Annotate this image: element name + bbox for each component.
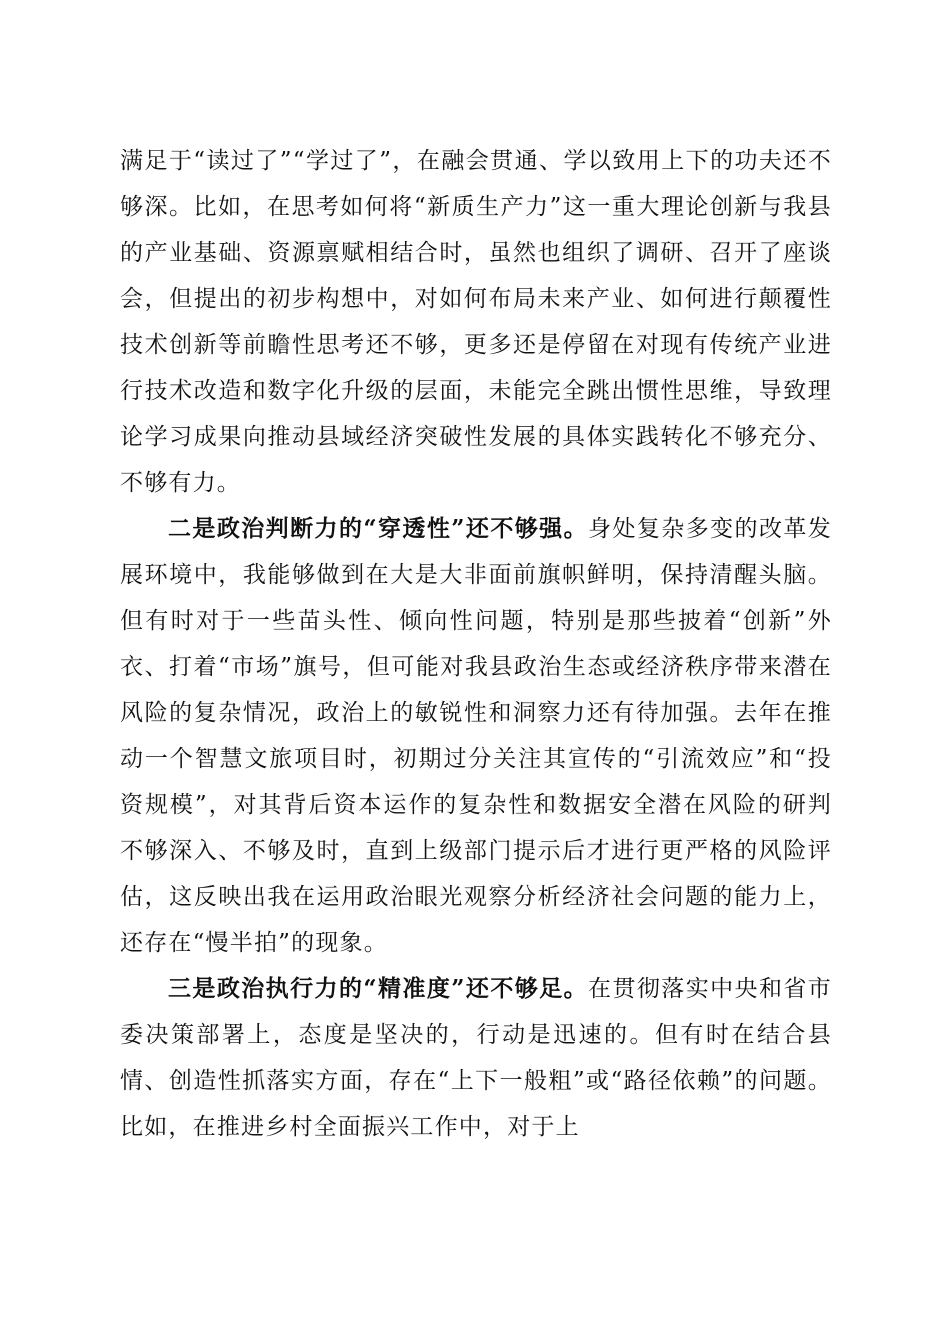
paragraph-1	[120, 138, 832, 506]
paragraph-3	[120, 966, 832, 1150]
paragraph-3-lead: 三是政治执行力的“精准度”还不够足。	[168, 975, 589, 1002]
paragraph-3-text: 在贯彻落实中央和省市委决策部署上，态度是坚决的，行动是迅速的。但有时在结合县情、创造性抓落实方面，存在“上下一般粗”或“路径依赖”的问题。比如，在推进乡村全面振兴工作中，对于上	[120, 976, 833, 1140]
paragraph-1-text: 满足于“读过了”“学过了”，在融会贯通、学以致用上下的功夫还不够深。比如，在思考如何将“新质生产力”这一重大理论创新与我县的产业基础、资源禀赋相结合时，虽然也组织了调研、召开了座谈会，但提出的初步构想中，对如何布局未来产业、如何进行颠覆性技术创新等前瞻性思考还不够，更多还是停留在对现有传统产业进行技术改造和数字化升级的层面，未能完全跳出惯性思维，导致理论学习成果向推动县域经济突破性发展的具体实践转化不够充分、不够有力。	[120, 148, 832, 496]
document-body	[120, 138, 832, 1150]
paragraph-2-text: 身处复杂多变的改革发展环境中，我能够做到在大是大非面前旗帜鲜明，保持清醒头脑。但有时对于一些苗头性、倾向性问题，特别是那些披着“创新”外衣、打着“市场”旗号，但可能对我县政治生态或经济秩序带来潜在风险的复杂情况，政治上的敏锐性和洞察力还有待加强。去年在推动一个智慧文旅项目时，初期过分关注其宣传的“引流效应”和“投资规模”，对其背后资本运作的复杂性和数据安全潜在风险的研判不够深入、不够及时，直到上级部门提示后才进行更严格的风险评估，这反映出我在运用政治眼光观察分析经济社会问题的能力上，还存在“慢半拍”的现象。	[120, 516, 833, 956]
paragraph-2-lead: 二是政治判断力的“穿透性”还不够强。	[168, 515, 589, 542]
paragraph-2	[120, 506, 832, 966]
